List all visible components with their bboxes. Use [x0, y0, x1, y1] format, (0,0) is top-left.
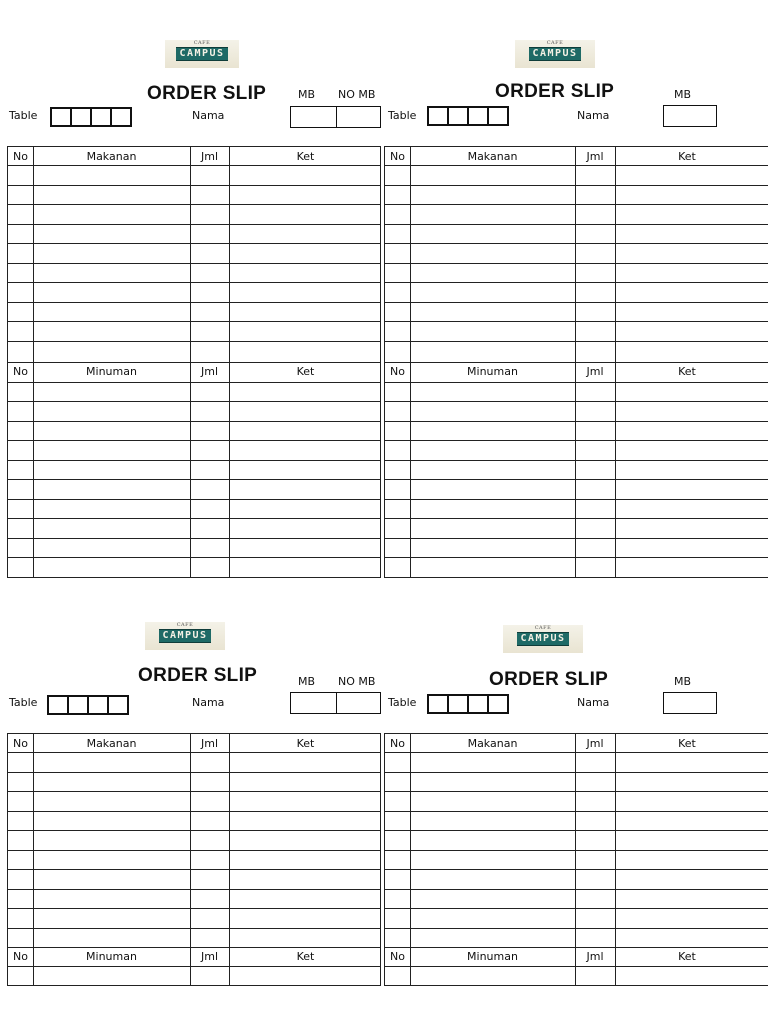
slip-title: ORDER SLIP: [138, 665, 258, 686]
col-jml-header: Jml: [586, 737, 604, 750]
mb-label: MB: [674, 88, 692, 101]
logo-cafe-text: CAFE: [193, 40, 211, 46]
col-ket-header: Ket: [678, 950, 696, 963]
col-ket-header: Ket: [296, 737, 315, 750]
col-no-header: No: [390, 950, 405, 963]
col-no-header: No: [13, 737, 28, 750]
mb-checkbox[interactable]: [663, 692, 717, 714]
col-makanan-header: Makanan: [467, 150, 518, 163]
nama-label: Nama: [192, 109, 225, 122]
col-minuman-header: Minuman: [86, 950, 137, 963]
nama-label: Nama: [577, 696, 610, 709]
table-number-boxes[interactable]: [47, 695, 127, 715]
order-grid: [384, 146, 768, 578]
col-makanan-header: Makanan: [86, 737, 137, 750]
campus-logo: [515, 40, 595, 68]
col-no-header: No: [390, 737, 405, 750]
col-no-header: No: [390, 150, 405, 163]
col-no-header: No: [13, 365, 28, 378]
col-minuman-header: Minuman: [86, 365, 137, 378]
col-ket-header: Ket: [296, 950, 315, 963]
table-number-boxes[interactable]: [427, 694, 507, 714]
slip-title: ORDER SLIP: [489, 669, 609, 690]
col-jml-header: Jml: [586, 950, 604, 963]
logo-cafe-text: CAFE: [546, 40, 564, 46]
col-jml-header: Jml: [200, 365, 218, 378]
order-grid: [384, 733, 768, 986]
no-mb-label: NO MB: [338, 88, 376, 101]
table-label: Table: [9, 109, 38, 122]
col-minuman-header: Minuman: [467, 365, 518, 378]
col-makanan-header: Makanan: [86, 150, 137, 163]
table-number-boxes[interactable]: [427, 106, 507, 126]
nama-label: Nama: [192, 696, 225, 709]
table-label: Table: [9, 696, 38, 709]
col-no-header: No: [13, 950, 28, 963]
table-label: Table: [388, 696, 417, 709]
col-ket-header: Ket: [678, 150, 696, 163]
no-mb-label: NO MB: [338, 675, 376, 688]
table-number-boxes[interactable]: [50, 107, 130, 127]
mb-label: MB: [298, 88, 316, 101]
mb-checkbox[interactable]: [663, 105, 717, 127]
col-ket-header: Ket: [296, 150, 315, 163]
slip-title: ORDER SLIP: [495, 81, 615, 102]
col-makanan-header: Makanan: [467, 737, 518, 750]
col-no-header: No: [390, 365, 405, 378]
nama-label: Nama: [577, 109, 610, 122]
campus-logo: [503, 625, 583, 653]
col-no-header: No: [13, 150, 28, 163]
slip-title: ORDER SLIP: [147, 83, 267, 104]
mb-label: MB: [298, 675, 316, 688]
col-jml-header: Jml: [200, 150, 218, 163]
logo-brand-text: CAMPUS: [529, 47, 580, 61]
col-jml-header: Jml: [200, 950, 218, 963]
campus-logo: [165, 40, 239, 68]
logo-brand-text: CAMPUS: [176, 47, 227, 61]
logo-brand-text: CAMPUS: [517, 632, 568, 646]
mb-checkbox-group[interactable]: [290, 106, 381, 128]
campus-logo: [145, 622, 225, 650]
col-jml-header: Jml: [586, 365, 604, 378]
order-grid: [7, 146, 381, 578]
mb-checkbox-group[interactable]: [290, 692, 381, 714]
col-ket-header: Ket: [678, 737, 696, 750]
order-grid: [7, 733, 381, 986]
mb-label: MB: [674, 675, 692, 688]
col-ket-header: Ket: [678, 365, 696, 378]
col-jml-header: Jml: [200, 737, 218, 750]
logo-cafe-text: CAFE: [176, 622, 194, 628]
col-ket-header: Ket: [296, 365, 315, 378]
logo-brand-text: CAMPUS: [159, 629, 210, 643]
col-minuman-header: Minuman: [467, 950, 518, 963]
col-jml-header: Jml: [586, 150, 604, 163]
table-label: Table: [388, 109, 417, 122]
logo-cafe-text: CAFE: [534, 625, 552, 631]
